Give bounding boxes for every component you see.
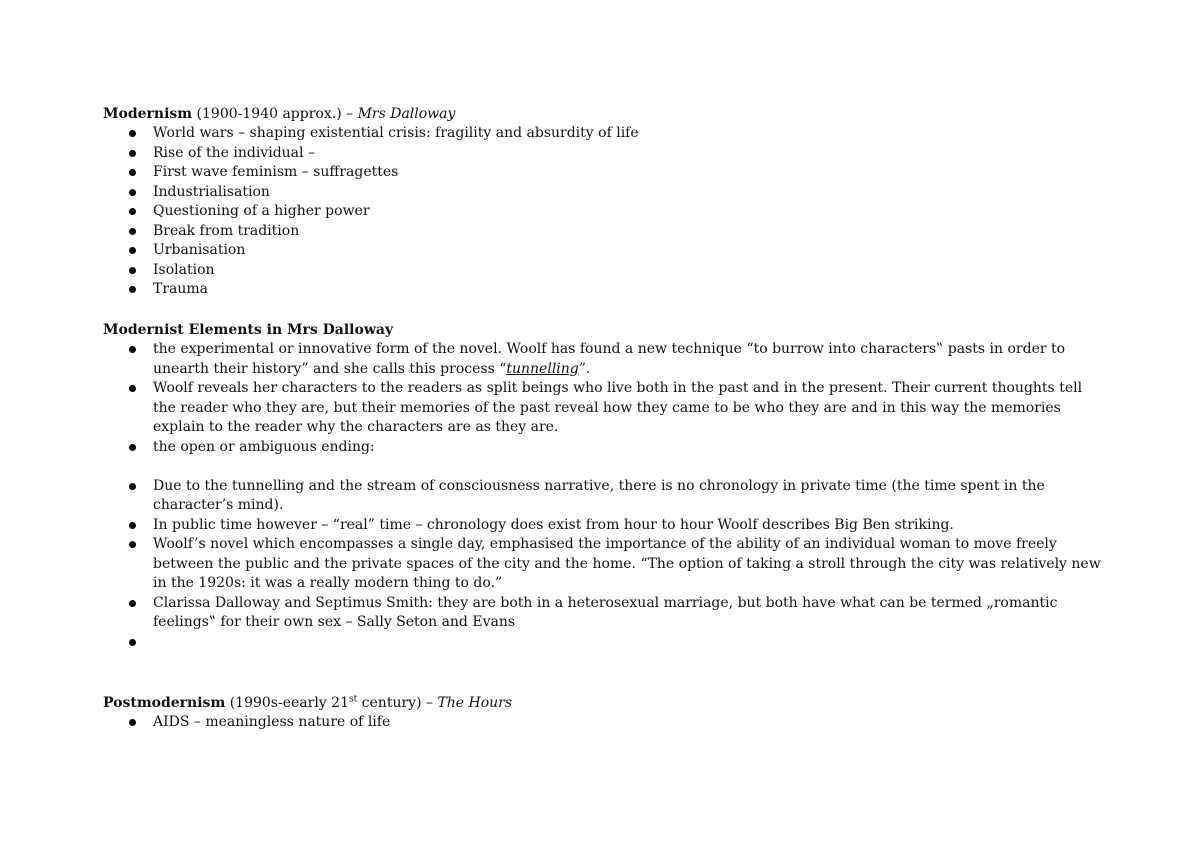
list-item: Isolation: [103, 261, 1103, 281]
heading-subtitle-end: century) –: [357, 695, 438, 711]
emphasis-term: tunnelling: [506, 360, 579, 377]
list-item: Urbanisation: [103, 241, 1103, 261]
bullet-list: [103, 340, 1103, 457]
list-item: the open or ambiguous ending:: [103, 438, 1103, 458]
list-item: Trauma: [103, 280, 1103, 300]
list-item: Clarissa Dalloway and Septimus Smith: they are both in a heterosexual marriage, but both have what can be termed „romantic feelings‟ for their own sex – Sally Seton and Evans: [103, 594, 1103, 633]
heading-title: Postmodernism: [103, 695, 226, 711]
item-text: the experimental or innovative form of the novel. Woolf has found a new technique “to burrow into characters‟ pasts in order to unearth their history” and she calls this process “: [153, 341, 1066, 377]
section-modernist-elements: [103, 320, 1103, 652]
heading-title: Modernism: [103, 106, 193, 122]
section-heading: [103, 320, 1103, 340]
blank-line: [103, 457, 1103, 477]
item-text: ”.: [578, 360, 591, 377]
list-item: AIDS – meaningless nature of life: [103, 713, 1103, 733]
list-item: Industrialisation: [103, 183, 1103, 203]
list-item: Due to the tunnelling and the stream of consciousness narrative, there is no chronology in private time (the time spent in the character’s mind).: [103, 477, 1103, 516]
list-item: In public time however – “real” time – chronology does exist from hour to hour Woolf describes Big Ben striking.: [103, 516, 1103, 536]
list-item: Woolf reveals her characters to the readers as split beings who live both in the past and in the present. Their current thoughts tell the reader who they are, but their memories of the past reveal how they came to be who they are and in this way the memories explain to the reader why the characters are as they are.: [103, 379, 1103, 438]
section-heading: [103, 104, 1103, 124]
heading-work: The Hours: [437, 695, 513, 711]
section-heading: [103, 693, 1103, 713]
list-item: [103, 340, 1103, 379]
bullet-list: [103, 713, 1103, 733]
list-item-empty: [103, 633, 1103, 653]
heading-work: Mrs Dalloway: [357, 106, 456, 122]
list-item: Questioning of a higher power: [103, 202, 1103, 222]
list-item: Rise of the individual –: [103, 144, 1103, 164]
bullet-list: [103, 477, 1103, 653]
heading-superscript: st: [348, 694, 358, 705]
bullet-list: [103, 124, 1103, 300]
heading-subtitle: (1990s-eearly 21: [225, 695, 349, 711]
list-item: First wave feminism – suffragettes: [103, 163, 1103, 183]
heading-subtitle: (1900-1940 approx.) –: [192, 106, 358, 122]
section-postmodernism: [103, 693, 1103, 733]
list-item: World wars – shaping existential crisis: fragility and absurdity of life: [103, 124, 1103, 144]
list-item: Woolf’s novel which encompasses a single day, emphasised the importance of the ability of an individual woman to move freely between the public and the private spaces of the city and the home. “The option of taking a stroll through the city was relatively new in the 1920s: it was a really modern thing to do.”: [103, 535, 1103, 594]
section-modernism: [103, 104, 1103, 300]
heading-title: Modernist Elements in Mrs Dalloway: [103, 322, 394, 338]
list-item: Break from tradition: [103, 222, 1103, 242]
